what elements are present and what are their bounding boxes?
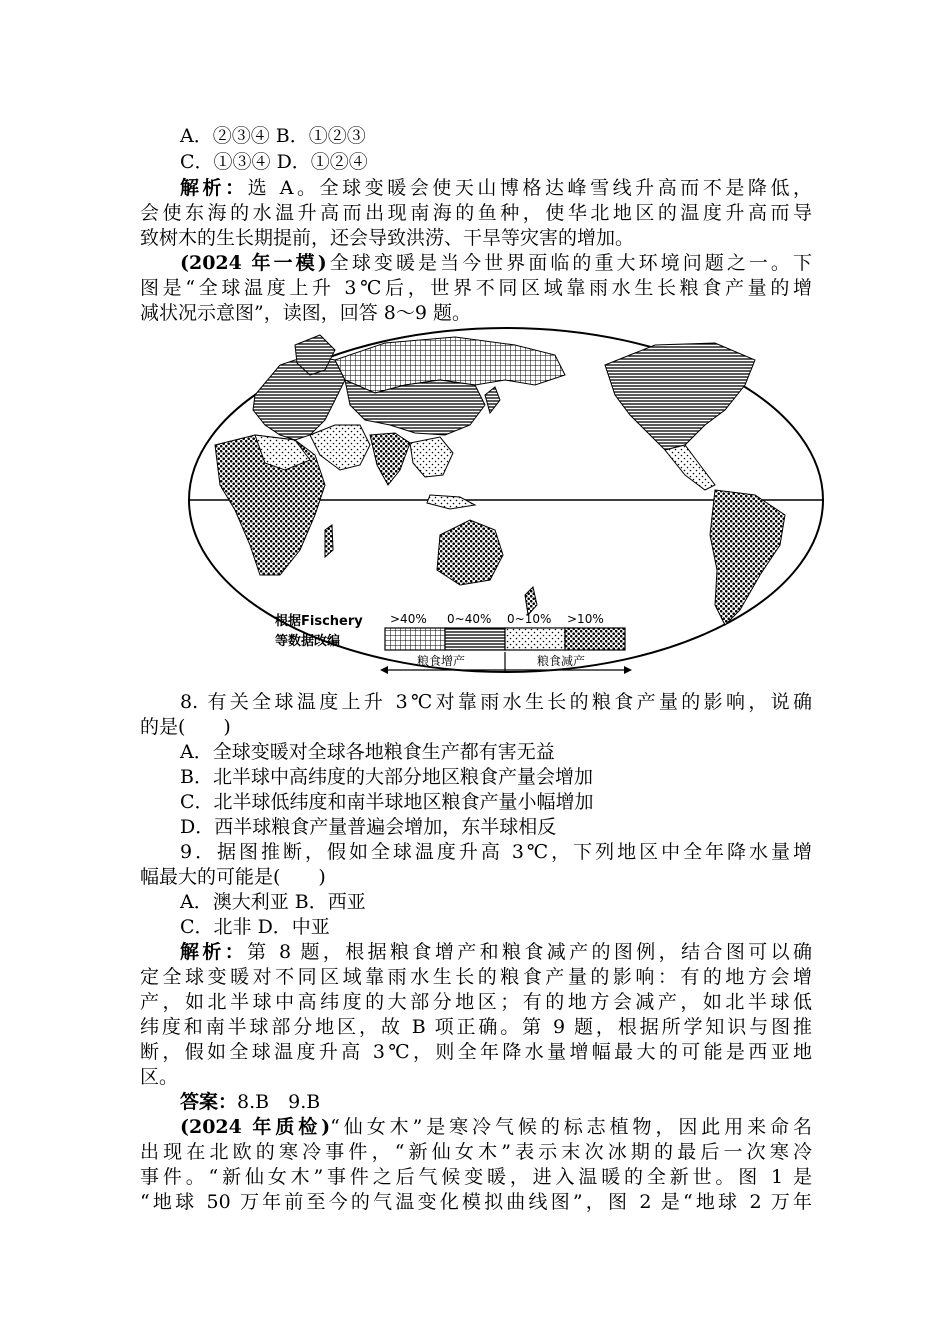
q9-options-cd: C．北非 D．中亚: [180, 916, 330, 938]
analysis-line-5: 断，假如全球温度升高 3℃，则全年降水量增幅最大的可能是西亚地: [140, 1041, 812, 1063]
explanation-line-2: 会使东海的水温升高而出现南海的鱼种，使华北地区的温度升高而导: [140, 202, 812, 224]
option-ab: A．②③④ B．①②③: [180, 125, 366, 147]
analysis-line-3: 产，如北半球中高纬度的大部分地区；有的地方会减产，如北半球低: [140, 991, 812, 1013]
analysis-line-4: 纬度和南半球部分地区，故 B 项正确。第 9 题，根据所学知识与图推: [140, 1016, 812, 1038]
next-intro-line-1: [180, 1115, 812, 1140]
legend-label-gt10: >10%: [567, 612, 604, 626]
q8-stem-1: 8. 有关全球温度上升 3℃对靠雨水生长的粮食产量的影响，说确: [180, 691, 812, 713]
q9-options-ab: A．澳大利亚 B．西亚: [180, 891, 366, 913]
explanation-line-3: 致树木的生长期提前，还会导致洪涝、干旱等灾害的增加。: [140, 227, 635, 249]
intro-text-1: 全球变暖是当今世界面临的重大环境问题之一。下: [326, 252, 812, 274]
analysis-line-6: 区。: [140, 1066, 179, 1088]
next-text-1: “仙女木”是寒冷气候的标志植物，因此用来命名: [330, 1116, 812, 1138]
analysis-text-1: 第 8 题，根据粮食增产和粮食减产的图例，结合图可以确: [247, 941, 812, 963]
intro-source: (2024 年一模): [180, 252, 327, 274]
intro-line-3: 减状况示意图”，读图，回答 8～9 题。: [140, 302, 471, 324]
legend-swatch-0-10: [505, 628, 565, 650]
q8-option-d: D．西半球粮食产量普遍会增加，东半球相反: [180, 816, 557, 838]
option-cd: C．①③④ D．①②④: [180, 151, 368, 173]
legend-swatch-gt10: [565, 628, 625, 650]
world-grain-yield-map: [185, 325, 825, 675]
legend-label-gt40: >40%: [390, 612, 427, 626]
answer-line: [180, 1090, 852, 1115]
explanation-text-1: 选 A。全球变暖会使天山博格达峰雪线升高而不是降低，: [247, 177, 812, 199]
legend-swatch-gt40: [385, 628, 445, 650]
legend-arrow-right: [624, 666, 632, 674]
map-legend: [275, 612, 632, 674]
q8-option-b: B．北半球中高纬度的大部分地区粮食产量会增加: [180, 766, 593, 788]
q8-stem-2: 的是( ): [140, 716, 231, 738]
next-source: (2024 年质检): [180, 1116, 331, 1138]
legend-label-0-10: 0~10%: [507, 612, 552, 626]
q9-stem-2: 幅最大的可能是( ): [140, 866, 326, 888]
next-intro-line-4: “地球 50 万年前至今的气温变化模拟曲线图”，图 2 是“地球 2 万年: [140, 1191, 812, 1213]
legend-decrease-label: 粮食减产: [537, 654, 586, 668]
legend-source-2: 等数据改编: [275, 634, 341, 649]
q8-option-a: A．全球变暖对全球各地粮食生产都有害无益: [180, 741, 555, 763]
legend-label-0-40: 0~40%: [447, 612, 492, 626]
legend-arrow-left: [380, 666, 388, 674]
intro-line-1: [180, 251, 812, 276]
answer-label: 答案：: [180, 1091, 238, 1113]
legend-source-1: 根据Fischery: [275, 614, 363, 629]
next-intro-line-2: 出现在北欧的寒冷事件，“新仙女木”表示末次冰期的最后一次寒冷: [140, 1141, 812, 1163]
q9-stem-1: 9．据图推断，假如全球温度升高 3℃，下列地区中全年降水量增: [180, 841, 812, 863]
legend-increase-label: 粮食增产: [417, 654, 466, 668]
explanation-label: 解析：: [180, 177, 248, 199]
intro-line-2: 图是“全球温度上升 3℃后，世界不同区域靠雨水生长粮食产量的增: [140, 277, 812, 299]
analysis-label: 解析：: [180, 941, 248, 963]
answer-text: 8.B 9.B: [237, 1091, 321, 1113]
analysis-line-1: [180, 940, 812, 965]
analysis-line-2: 定全球变暖对不同区域靠雨水生长的粮食产量的影响：有的地方会增: [140, 966, 812, 988]
next-intro-line-3: 事件。“新仙女木”事件之后气候变暖，进入温暖的全新世。图 1 是: [140, 1166, 812, 1188]
legend-swatch-0-40: [445, 628, 505, 650]
q8-option-c: C．北半球低纬度和南半球地区粮食产量小幅增加: [180, 791, 594, 813]
explanation-line-1: [180, 176, 812, 201]
